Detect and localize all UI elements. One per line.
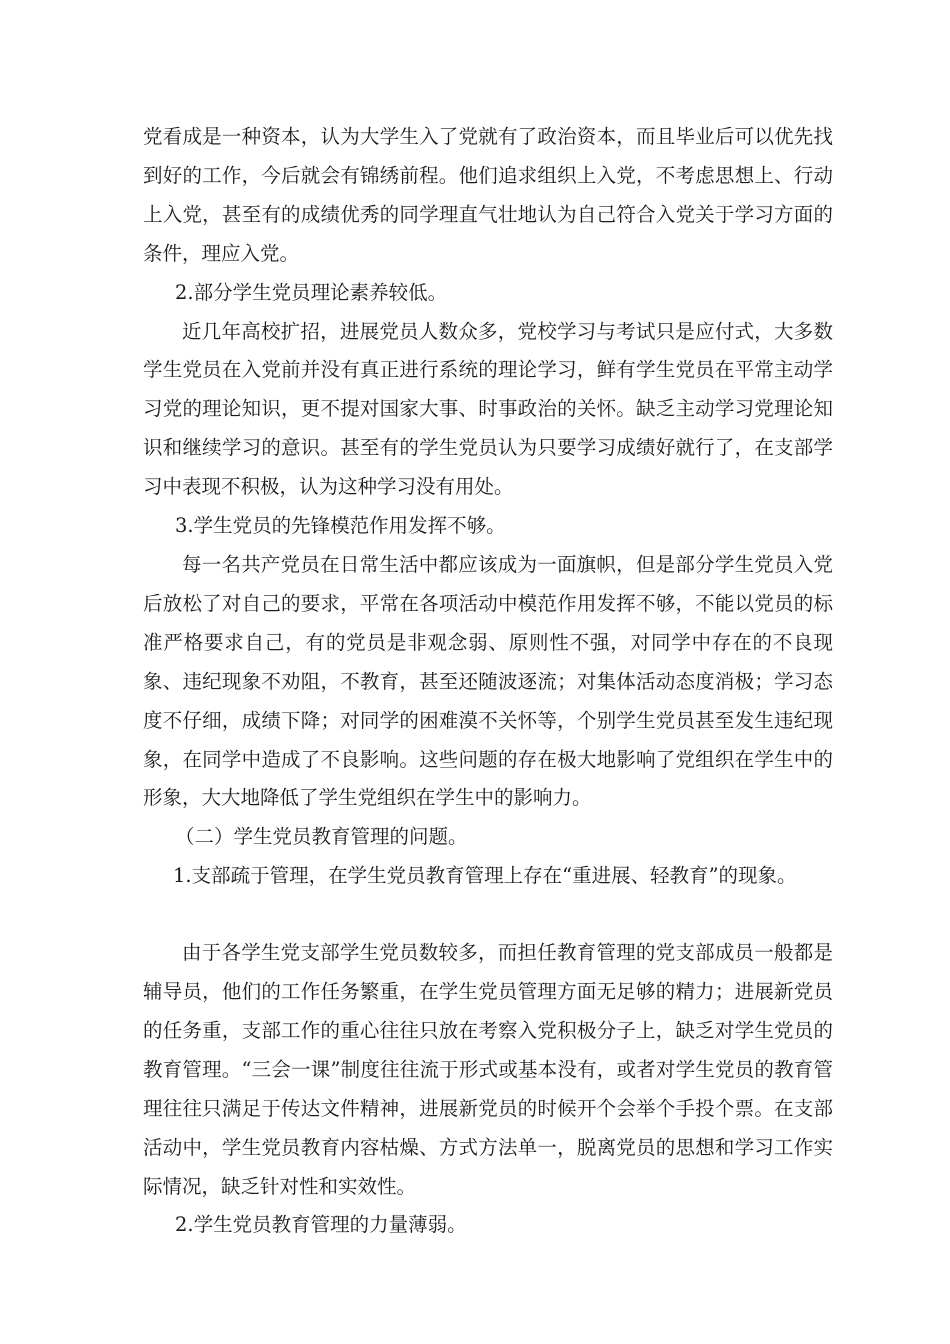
- section-heading-2: （二）学生党员教育管理的问题。: [175, 825, 468, 849]
- subheading-2: 2.部分学生党员理论素养较低。: [175, 280, 448, 304]
- blank-line: [143, 896, 833, 934]
- paragraph-continuation: 党看成是一种资本，认为大学生入了党就有了政治资本，而且毕业后可以优先找到好的工作，今后就会有锦绣前程。他们追求组织上入党，不考虑思想上、行动上入党，甚至有的成绩优秀的同学理直气壮地认为自己符合入党关于学习方面的条件，理应入党。: [143, 125, 833, 265]
- subheading-3: 3.学生党员的先锋模范作用发挥不够。: [175, 514, 506, 538]
- document-body: [143, 118, 833, 1245]
- paragraph-management: 由于各学生党支部学生党员数较多，而担任教育管理的党支部成员一般都是辅导员，他们的工作任务繁重，在学生党员管理方面无足够的精力；进展新党员的任务重，支部工作的重心往往只放在考察入党积极分子上，缺乏对学生党员的教育管理。“三会一课”制度往往流于形式或基本没有，或者对学生党员的教育管理往往只满足于传达文件精神，进展新党员的时候开个会举个手投个票。在支部活动中，学生党员教育内容枯燥、方式方法单一，脱离党员的思想和学习工作实际情况，缺乏针对性和实效性。: [143, 941, 833, 1198]
- subheading-1: 1.支部疏于管理，在学生党员教育管理上存在“重进展、轻教育”的现象。: [173, 864, 797, 888]
- subheading-2-weak: 2.学生党员教育管理的力量薄弱。: [175, 1213, 467, 1237]
- paragraph-vanguard: 每一名共产党员在日常生活中都应该成为一面旗帜，但是部分学生党员入党后放松了对自己的要求，平常在各项活动中模范作用发挥不够，不能以党员的标准严格要求自己，有的党员是非观念弱、原则性不强，对同学中存在的不良现象、违纪现象不劝阻，不教育，甚至还随波逐流；对集体活动态度消极；学习态度不仔细，成绩下降；对同学的困难漠不关怀等，个别学生党员甚至发生违纪现象，在同学中造成了不良影响。这些问题的存在极大地影响了党组织在学生中的形象，大大地降低了学生党组织在学生中的影响力。: [143, 552, 833, 810]
- paragraph-theory: 近几年高校扩招，进展党员人数众多，党校学习与考试只是应付式，大多数学生党员在入党前并没有真正进行系统的理论学习，鲜有学生党员在平常主动学习党的理论知识，更不提对国家大事、时事政治的关怀。缺乏主动学习党理论知识和继续学习的意识。甚至有的学生党员认为只要学习成绩好就行了，在支部学习中表现不积极，认为这种学习没有用处。: [143, 319, 833, 499]
